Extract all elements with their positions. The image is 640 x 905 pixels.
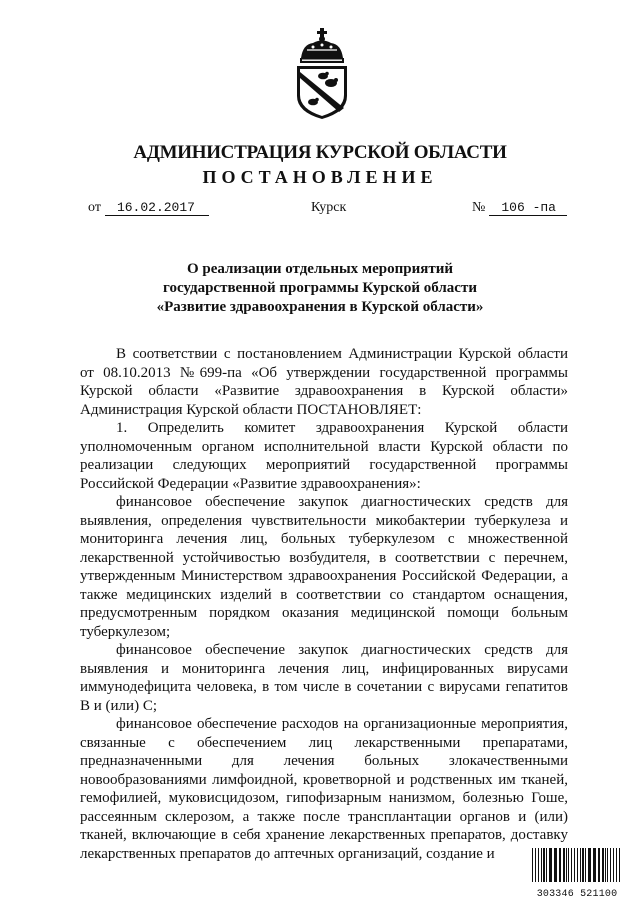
barcode-bar — [563, 848, 565, 882]
body-paragraph: финансовое обеспечение расходов на организационные мероприятия, связанные с обеспечением лиц лекарственными препаратами, предназначенными для лечения больных злокачественными новообразованиями лимфоидной, кроветворной и родственных им тканей, гемофилией, муковисцидозом, гипофизарным нанизмом, болезнью Гоше, рассеянным склерозом, а также после трансплантации органов и (или) тканей, включающие в себя хранение лекарственных препаратов, доставку лекарственных препаратов до аптечных организаций, создание и — [80, 716, 568, 862]
date-value: 16.02.2017 — [105, 201, 209, 216]
barcode-bar — [598, 848, 600, 882]
barcode-bar — [535, 848, 536, 882]
number-value: 106 -па — [489, 201, 567, 216]
barcode-bars — [531, 848, 623, 882]
number-label: № — [472, 200, 486, 215]
document-number — [472, 200, 567, 216]
body-paragraph: 1. Определить комитет здравоохранения Курской области уполномоченным органом исполнительной власти Курской области по реализации следующих мероприятий государственной программы Российской Федерации «Развитие здравоохранения»: — [80, 420, 568, 492]
barcode — [531, 848, 623, 900]
document-type-title: ПОСТАНОВЛЕНИЕ — [202, 167, 438, 187]
barcode-bar — [580, 848, 581, 882]
coat-of-arms-emblem — [293, 28, 351, 120]
body-paragraph: В соответствии с постановлением Администрации Курской области от 08.10.2013 №699-па «Об утверждении государственной программы Курской области «Развитие здравоохранения в Курской области» Администрация Курской области ПОСТАНОВЛЯЕТ: — [80, 346, 568, 418]
barcode-bar — [613, 848, 614, 882]
barcode-bar — [532, 848, 533, 882]
body-paragraph: финансовое обеспечение закупок диагностических средств для выявления, определения чувствительности микобактерии туберкулеза и мониторинга лечения лиц, больных туберкулезом с множественной лекарственной устойчивостью возбудителя, в соответствии с перечнем, утвержденным Министерством здравоохранения Российской Федерации, а также медицинских изделий в соответствии со стандартом оснащения, предусмотренным порядком оказания медицинской помощи больным туберкулезом; — [80, 494, 568, 640]
barcode-bar — [566, 848, 567, 882]
barcode-bar — [610, 848, 611, 882]
barcode-bar — [546, 848, 547, 882]
organization-title: АДМИНИСТРАЦИЯ КУРСКОЙ ОБЛАСТИ — [133, 142, 507, 163]
barcode-bar — [602, 848, 604, 882]
barcode-bar — [541, 848, 542, 882]
barcode-bar — [616, 848, 617, 882]
barcode-bar — [607, 848, 608, 882]
barcode-bar — [538, 848, 539, 882]
barcode-bar — [543, 848, 545, 882]
document-city: Курск — [311, 200, 347, 215]
barcode-bar — [605, 848, 606, 882]
barcode-bar — [585, 848, 586, 882]
barcode-bar — [571, 848, 572, 882]
barcode-bar — [619, 848, 620, 882]
body-paragraph: финансовое обеспечение закупок диагностических средств для выявления и мониторинга лечения лиц, инфицированных вирусами иммунодефицита человека, в том числе в сочетании с вирусами гепатитов В и (или) С; — [80, 642, 568, 714]
subject-line: «Развитие здравоохранения в Курской области» — [156, 299, 484, 315]
document-body — [80, 345, 568, 863]
date-label: от — [88, 200, 101, 215]
barcode-bar — [568, 848, 569, 882]
barcode-bar — [559, 848, 561, 882]
barcode-bar — [577, 848, 578, 882]
barcode-number: 303346 521100 — [536, 889, 618, 900]
document-subject — [0, 260, 640, 317]
barcode-bar — [588, 848, 591, 882]
barcode-bar — [593, 848, 596, 882]
document-date — [88, 200, 209, 216]
barcode-bar — [554, 848, 557, 882]
subject-line: О реализации отдельных мероприятий — [186, 261, 454, 277]
barcode-bar — [574, 848, 575, 882]
subject-line: государственной программы Курской области — [163, 280, 477, 296]
barcode-bar — [582, 848, 584, 882]
barcode-bar — [549, 848, 552, 882]
